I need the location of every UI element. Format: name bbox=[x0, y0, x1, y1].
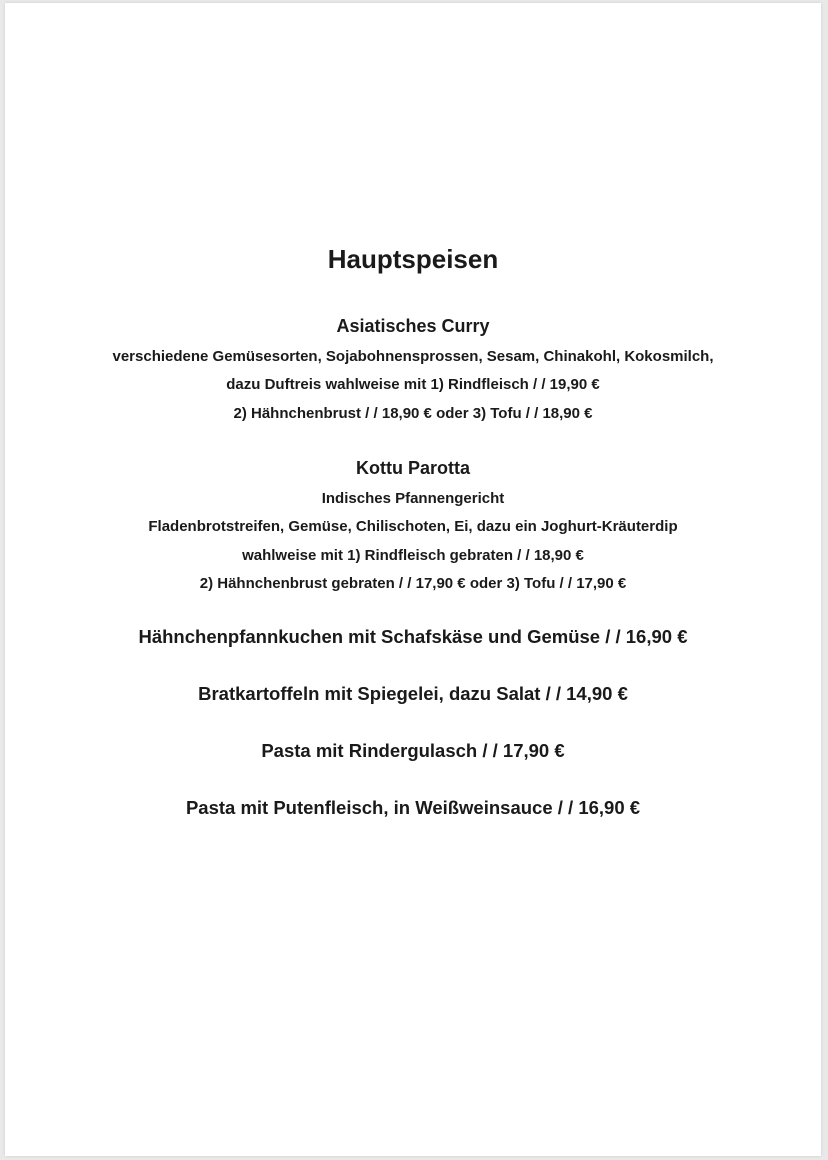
dish-description-line: verschiedene Gemüsesorten, Sojabohnensprossen, Sesam, Chinakohl, Kokosmilch, bbox=[112, 348, 714, 365]
simple-dish-item: Pasta mit Rindergulasch / / 17,90 € bbox=[261, 740, 565, 761]
dish-name-kottu-parotta: Kottu Parotta bbox=[356, 458, 470, 478]
dish-description-line: Fladenbrotstreifen, Gemüse, Chilischoten, Ei, dazu ein Joghurt-Kräuterdip bbox=[148, 518, 678, 535]
simple-dish-item: Hähnchenpfannkuchen mit Schafskäse und Gemüse / / 16,90 € bbox=[138, 626, 688, 647]
dish-description-line: dazu Duftreis wahlweise mit 1) Rindfleisch / / 19,90 € bbox=[226, 376, 600, 393]
simple-dish-item: Pasta mit Putenfleisch, in Weißweinsauce / / 16,90 € bbox=[185, 797, 641, 818]
dish-description-line: 2) Hähnchenbrust gebraten / / 17,90 € oder 3) Tofu / / 17,90 € bbox=[199, 575, 627, 592]
dish-name-asiatisches-curry: Asiatisches Curry bbox=[336, 316, 490, 336]
menu-page bbox=[5, 3, 821, 1156]
simple-dish-item: Bratkartoffeln mit Spiegelei, dazu Salat / / 14,90 € bbox=[198, 683, 628, 704]
dish-description-line: 2) Hähnchenbrust / / 18,90 € oder 3) Tofu / / 18,90 € bbox=[233, 405, 593, 422]
page-title: Hauptspeisen bbox=[327, 244, 499, 274]
dish-subtitle: Indisches Pfannengericht bbox=[321, 490, 505, 507]
dish-description-line: wahlweise mit 1) Rindfleisch gebraten / / 18,90 € bbox=[242, 547, 584, 564]
